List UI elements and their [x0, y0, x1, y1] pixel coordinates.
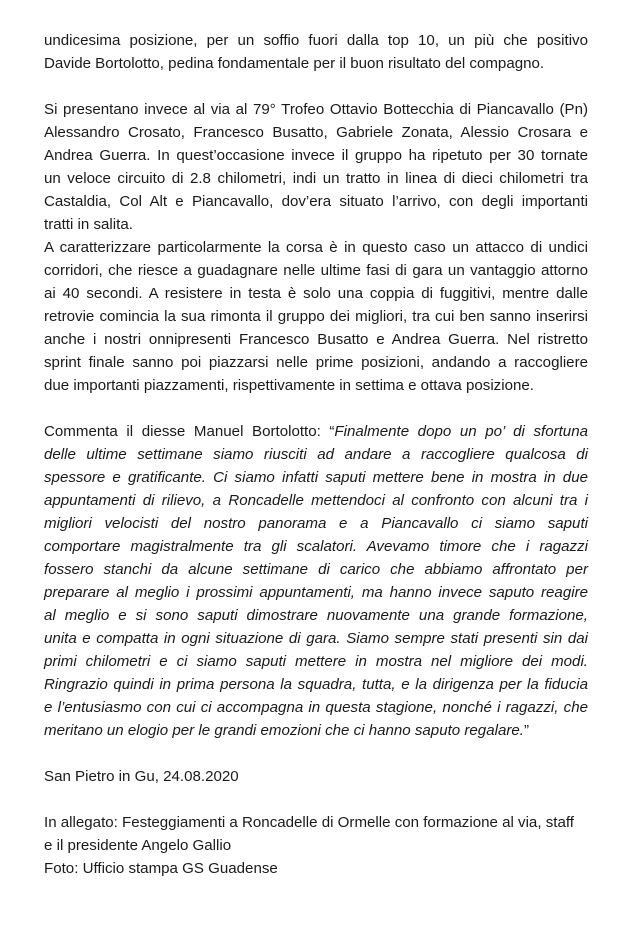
dateline-text: San Pietro in Gu, 24.08.2020	[44, 768, 239, 785]
quote-line: spessore e gratificante. Ci siamo infatti saputi mettere bene in mostra in due	[44, 469, 588, 486]
text-line	[44, 719, 588, 742]
quote-line: primi chilometri e ci siamo saputi mettere in mostra nel migliore dei modi.	[44, 653, 588, 670]
text-line: Andrea Guerra. In quest’occasione invece il gruppo ha ripetuto per 30 tornate	[44, 147, 588, 164]
text-line: Castaldia, Col Alt e Piancavallo, dov’era situato l’arrivo, con degli importanti	[44, 193, 588, 210]
quote-line: Ringrazio quindi in prima persona la squadra, tutta, e la dirigenza per la fiducia	[44, 676, 588, 693]
quote-line: appuntamenti di rilievo, a Roncadelle mettendoci al confronto con alcuni tra i	[44, 492, 588, 509]
text-line: e il presidente Angelo Gallio	[44, 837, 232, 854]
quote-line: migliori velocisti del nostro panorama e a Piancavallo ci siamo saputi	[44, 515, 588, 532]
text-line: tratti in salita.	[44, 216, 133, 233]
quote-line: e l’entusiasmo con cui ci accompagna in questa stagione, nonché i ragazzi, che	[44, 699, 588, 716]
dateline	[44, 765, 588, 788]
quote-close: ”	[523, 722, 529, 739]
text-line: Davide Bortolotto, pedina fondamentale per il buon risultato del compagno.	[44, 55, 545, 72]
quote-line: comportare magistralmente tra gli scalatori. Avevamo timore che i ragazzi	[44, 538, 588, 555]
paragraph-director-quote	[44, 420, 588, 742]
press-release-page	[44, 29, 588, 880]
quote-line: fossero stanchi da alcune settimane di carico che abbiamo affrontato per	[44, 561, 588, 578]
text-line: undicesima posizione, per un soffio fuori dalla top 10, un più che positivo	[44, 32, 588, 49]
text-line: A caratterizzare particolarmente la corsa è in questo caso un attacco di undici	[44, 239, 588, 256]
text-line: sprint finale sanno poi piazzarsi nelle prime posizioni, andando a raccogliere	[44, 354, 588, 371]
text-line: corridori, che riesce a guadagnare nelle ultime fasi di gara un vantaggio attorno	[44, 262, 588, 279]
paragraph-result-summary	[44, 29, 588, 75]
attachments-note	[44, 811, 588, 880]
quote-line: delle ultime settimane siamo riusciti ad andare a raccogliere qualcosa di	[44, 446, 588, 463]
text-line: In allegato: Festeggiamenti a Roncadelle di Ormelle con formazione al via, staff	[44, 814, 574, 831]
quote-line: al meglio e si sono saputi dimostrare nuovamente una grande formazione,	[44, 607, 588, 624]
quote-line: preparare al meglio i prossimi appuntamenti, ma hanno invece saputo reagire	[44, 584, 588, 601]
photo-credit: Foto: Ufficio stampa GS Guadense	[44, 860, 278, 877]
paragraph-piancavallo-race	[44, 98, 588, 236]
text-line: ai 40 secondi. A resistere in testa è solo una coppia di fuggitivi, mentre dalle	[44, 285, 588, 302]
text-line	[44, 420, 588, 443]
quote-text: Finalmente dopo un po’ di sfortuna	[334, 423, 588, 440]
quote-intro: Commenta il diesse Manuel Bortolotto: “	[44, 423, 335, 440]
text-line: due importanti piazzamenti, rispettivamente in settima e ottava posizione.	[44, 377, 534, 394]
text-line: anche i nostri onnipresenti Francesco Busatto e Andrea Guerra. Nel ristretto	[44, 331, 588, 348]
paragraph-race-description	[44, 236, 588, 397]
text-line: retrovie comincia la sua rimonta il gruppo dei migliori, tra cui ben sanno inserirsi	[44, 308, 588, 325]
text-line: un veloce circuito di 2.8 chilometri, indi un tratto in linea di dieci chilometri tra	[44, 170, 588, 187]
text-line: Alessandro Crosato, Francesco Busatto, Gabriele Zonata, Alessio Crosara e	[44, 124, 588, 141]
quote-line: unita e compatta in ogni situazione di gara. Siamo sempre stati presenti sin dai	[44, 630, 588, 647]
text-line: Si presentano invece al via al 79° Trofeo Ottavio Bottecchia di Piancavallo (Pn)	[44, 101, 588, 118]
quote-text: meritano un elogio per le grandi emozioni che ci hanno saputo regalare.	[44, 722, 524, 739]
